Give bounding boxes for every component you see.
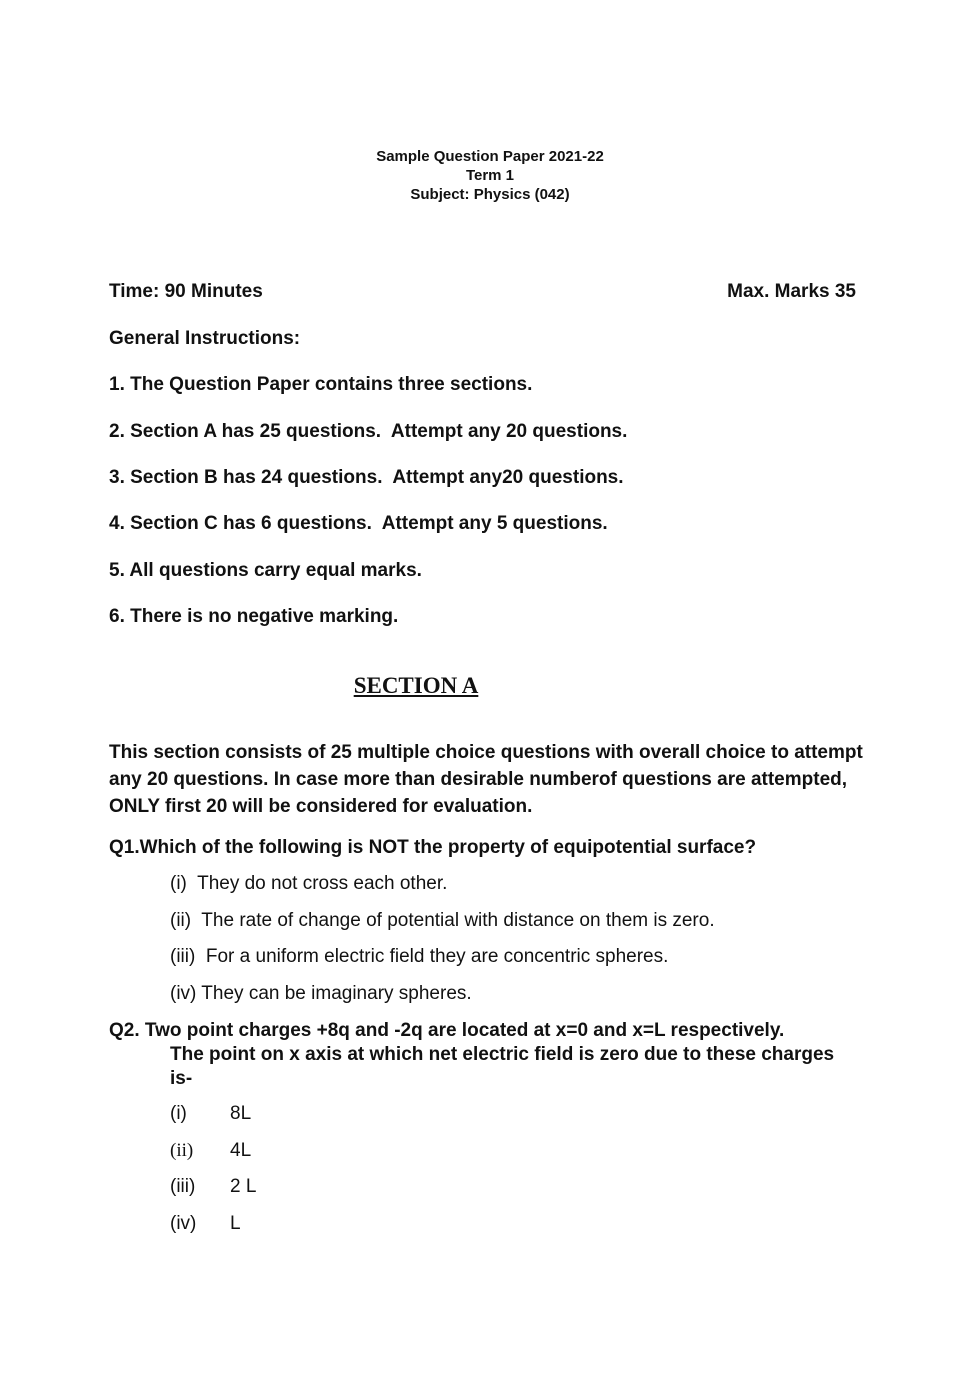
time-marks-row (109, 281, 856, 303)
q1-option-ii: (ii) The rate of change of potential with distance on them is zero. (170, 910, 715, 931)
question-2-line1: Q2. Two point charges +8q and -2q are located at x=0 and x=L respectively. (109, 1020, 785, 1041)
q2-option-label: (iii) (170, 1176, 196, 1197)
paper-term: Term 1 (465, 167, 515, 184)
instruction-item: 4. Section C has 6 questions. Attempt any 5 questions. (109, 513, 608, 534)
q2-option-value: 4L (230, 1140, 252, 1161)
instruction-item: 3. Section B has 24 questions. Attempt any20 questions. (109, 467, 624, 488)
instructions-heading: General Instructions: (109, 328, 301, 349)
q2-option-value: 2 L (230, 1176, 257, 1197)
time-label: Time: 90 Minutes (109, 281, 263, 302)
q2-option-label: (ii) (170, 1140, 194, 1161)
paper-subject: Subject: Physics (042) (410, 186, 570, 203)
q2-option-label: (i) (170, 1103, 187, 1124)
paper-header (0, 147, 980, 204)
max-marks-label: Max. Marks 35 (727, 281, 856, 302)
instruction-item: 5. All questions carry equal marks. (109, 560, 422, 581)
q2-option-value: L (230, 1213, 241, 1234)
question-2-line2: The point on x axis at which net electric field is zero due to these charges is- (170, 1044, 835, 1089)
instruction-item: 1. The Question Paper contains three sections. (109, 374, 533, 395)
q2-option-value: 8L (230, 1103, 252, 1124)
q1-option-iv: (iv) They can be imaginary spheres. (170, 983, 472, 1004)
q1-option-i: (i) They do not cross each other. (170, 873, 448, 894)
section-a-title: SECTION A (353, 673, 479, 698)
q1-option-iii: (iii) For a uniform electric field they are concentric spheres. (170, 946, 669, 967)
q2-option-label: (iv) (170, 1213, 197, 1234)
section-a-description: This section consists of 25 multiple choice questions with overall choice to attempt any 20 questions. In case more than desirable numberof questions are attempted, ONLY first 20 will be considered for evaluation. (109, 742, 863, 817)
instruction-item: 6. There is no negative marking. (109, 606, 399, 627)
paper-title: Sample Question Paper 2021-22 (376, 148, 604, 165)
instruction-item: 2. Section A has 25 questions. Attempt any 20 questions. (109, 421, 628, 442)
question-1-text: Q1.Which of the following is NOT the property of equipotential surface? (109, 837, 757, 858)
